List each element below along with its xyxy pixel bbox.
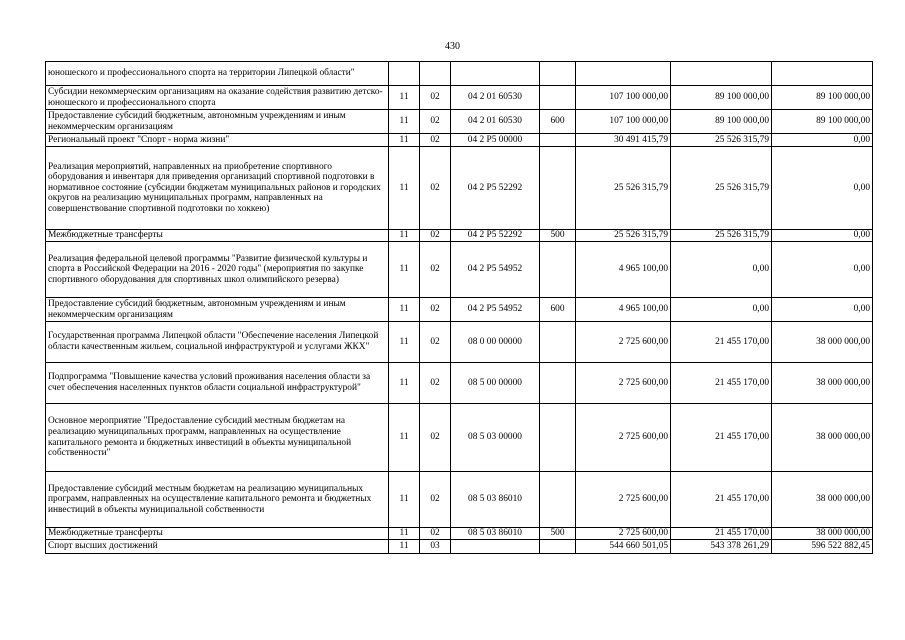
row-sum-year1-cell: 2 725 600,00	[576, 472, 671, 528]
row-expense-type-cell: 500	[540, 528, 576, 540]
table-row	[46, 134, 873, 147]
row-name-cell: Региональный проект "Спорт - норма жизни"	[46, 134, 389, 147]
row-subsection-cell: 02	[420, 86, 451, 110]
row-sum-year2-cell: 21 455 170,00	[671, 528, 772, 540]
table-row	[46, 86, 873, 110]
row-sum-year2-cell: 25 526 315,79	[671, 147, 772, 230]
row-section-cell: 11	[389, 404, 420, 472]
row-sum-year1-cell: 30 491 415,79	[576, 134, 671, 147]
row-section-cell: 11	[389, 110, 420, 134]
row-subsection-cell: 02	[420, 242, 451, 298]
row-name-cell: Предоставление субсидий бюджетным, автономным учреждениям и иным некоммерческим организациям	[46, 298, 389, 322]
table-row	[46, 528, 873, 540]
row-sum-year2-cell: 25 526 315,79	[671, 134, 772, 147]
row-name-cell: Государственная программа Липецкой области "Обеспечение населения Липецкой области качественным жильем, социальной инфраструктурой и услугами ЖКХ"	[46, 322, 389, 363]
row-expense-type-cell	[540, 147, 576, 230]
row-subsection-cell	[420, 62, 451, 86]
row-sum-year3-cell: 89 100 000,00	[772, 110, 873, 134]
row-subsection-cell: 02	[420, 147, 451, 230]
row-name-cell: юношеского и профессионального спорта на территории Липецкой области"	[46, 62, 389, 86]
row-target-article-cell: 04 2 P5 54952	[451, 298, 540, 322]
row-sum-year2-cell: 89 100 000,00	[671, 110, 772, 134]
row-sum-year1-cell: 4 965 100,00	[576, 242, 671, 298]
row-subsection-cell: 02	[420, 404, 451, 472]
row-sum-year3-cell: 38 000 000,00	[772, 322, 873, 363]
row-target-article-cell: 08 5 03 86010	[451, 528, 540, 540]
row-section-cell: 11	[389, 322, 420, 363]
row-sum-year3-cell: 38 000 000,00	[772, 528, 873, 540]
table-row	[46, 540, 873, 554]
row-expense-type-cell: 600	[540, 298, 576, 322]
row-name-cell: Спорт высших достижений	[46, 540, 389, 554]
table-row	[46, 62, 873, 86]
row-target-article-cell: 08 5 03 00000	[451, 404, 540, 472]
row-sum-year3-cell: 0,00	[772, 298, 873, 322]
row-section-cell: 11	[389, 540, 420, 554]
budget-table	[45, 61, 873, 554]
row-sum-year2-cell: 21 455 170,00	[671, 404, 772, 472]
table-body	[46, 62, 873, 554]
row-target-article-cell: 04 2 P5 52292	[451, 230, 540, 242]
row-name-cell: Предоставление субсидий бюджетным, автономным учреждениям и иным некоммерческим организациям	[46, 110, 389, 134]
row-name-cell: Подпрограмма "Повышение качества условий проживания населения области за счет обеспечения населенных пунктов области социальной инфраструктурой"	[46, 363, 389, 404]
row-section-cell: 11	[389, 86, 420, 110]
row-sum-year1-cell: 25 526 315,79	[576, 230, 671, 242]
row-expense-type-cell	[540, 540, 576, 554]
row-sum-year2-cell: 21 455 170,00	[671, 322, 772, 363]
row-sum-year3-cell: 0,00	[772, 147, 873, 230]
row-name-cell: Межбюджетные трансферты	[46, 528, 389, 540]
row-sum-year1-cell: 2 725 600,00	[576, 363, 671, 404]
row-sum-year1-cell: 107 100 000,00	[576, 86, 671, 110]
row-sum-year2-cell	[671, 62, 772, 86]
row-sum-year1-cell: 544 660 501,05	[576, 540, 671, 554]
row-section-cell: 11	[389, 147, 420, 230]
row-sum-year3-cell: 89 100 000,00	[772, 86, 873, 110]
row-sum-year1-cell	[576, 62, 671, 86]
row-sum-year1-cell: 4 965 100,00	[576, 298, 671, 322]
row-expense-type-cell	[540, 472, 576, 528]
row-expense-type-cell	[540, 363, 576, 404]
table-row	[46, 230, 873, 242]
row-sum-year2-cell: 89 100 000,00	[671, 86, 772, 110]
row-sum-year3-cell: 0,00	[772, 230, 873, 242]
row-target-article-cell: 04 2 P5 00000	[451, 134, 540, 147]
row-expense-type-cell	[540, 404, 576, 472]
row-expense-type-cell	[540, 322, 576, 363]
row-name-cell: Субсидии некоммерческим организациям на оказание содействия развитию детско-юношеского и профессионального спорта	[46, 86, 389, 110]
row-sum-year1-cell: 2 725 600,00	[576, 528, 671, 540]
row-name-cell: Межбюджетные трансферты	[46, 230, 389, 242]
row-sum-year2-cell: 543 378 261,29	[671, 540, 772, 554]
table-row	[46, 472, 873, 528]
row-section-cell: 11	[389, 134, 420, 147]
row-sum-year2-cell: 25 526 315,79	[671, 230, 772, 242]
row-expense-type-cell	[540, 134, 576, 147]
row-sum-year1-cell: 2 725 600,00	[576, 404, 671, 472]
row-expense-type-cell: 600	[540, 110, 576, 134]
row-sum-year3-cell: 0,00	[772, 242, 873, 298]
row-sum-year2-cell: 21 455 170,00	[671, 472, 772, 528]
table-row	[46, 147, 873, 230]
row-section-cell: 11	[389, 242, 420, 298]
table-row	[46, 322, 873, 363]
table-row	[46, 242, 873, 298]
row-expense-type-cell: 500	[540, 230, 576, 242]
row-name-cell: Реализация мероприятий, направленных на приобретение спортивного оборудования и инвентаря для приведения организаций спортивной подготовки в нормативное состояние (субсидии бюджетам муниципальных районов и городских округов на реализацию муниципальных программ, направленных на совершенствование спортивной подготовки по хоккею)	[46, 147, 389, 230]
row-section-cell: 11	[389, 230, 420, 242]
row-section-cell: 11	[389, 298, 420, 322]
table-row	[46, 363, 873, 404]
row-sum-year2-cell: 0,00	[671, 242, 772, 298]
row-target-article-cell: 08 5 03 86010	[451, 472, 540, 528]
row-target-article-cell: 04 2 01 60530	[451, 110, 540, 134]
row-subsection-cell: 02	[420, 322, 451, 363]
row-target-article-cell: 04 2 P5 52292	[451, 147, 540, 230]
row-subsection-cell: 02	[420, 363, 451, 404]
row-name-cell: Реализация федеральной целевой программы "Развитие физической культуры и спорта в Российской Федерации на 2016 - 2020 годы" (мероприятия по закупке спортивного оборудования для спортивных школ олимпийского резерва)	[46, 242, 389, 298]
row-sum-year3-cell: 38 000 000,00	[772, 472, 873, 528]
row-sum-year3-cell: 38 000 000,00	[772, 404, 873, 472]
row-subsection-cell: 02	[420, 298, 451, 322]
row-target-article-cell: 04 2 P5 54952	[451, 242, 540, 298]
row-expense-type-cell	[540, 86, 576, 110]
row-section-cell: 11	[389, 472, 420, 528]
row-sum-year3-cell: 38 000 000,00	[772, 363, 873, 404]
page-number: 430	[445, 41, 460, 52]
row-section-cell: 11	[389, 363, 420, 404]
row-section-cell	[389, 62, 420, 86]
table-row	[46, 110, 873, 134]
table-row	[46, 298, 873, 322]
row-subsection-cell: 02	[420, 230, 451, 242]
row-target-article-cell: 08 0 00 00000	[451, 322, 540, 363]
row-expense-type-cell	[540, 62, 576, 86]
row-subsection-cell: 03	[420, 540, 451, 554]
table-row	[46, 404, 873, 472]
row-sum-year1-cell: 2 725 600,00	[576, 322, 671, 363]
row-sum-year1-cell: 107 100 000,00	[576, 110, 671, 134]
row-subsection-cell: 02	[420, 134, 451, 147]
row-target-article-cell	[451, 540, 540, 554]
row-sum-year2-cell: 0,00	[671, 298, 772, 322]
row-sum-year1-cell: 25 526 315,79	[576, 147, 671, 230]
row-name-cell: Предоставление субсидий местным бюджетам на реализацию муниципальных программ, направленных на осуществление капитального ремонта и бюджетных инвестиций в объекты муниципальной собственности	[46, 472, 389, 528]
row-subsection-cell: 02	[420, 472, 451, 528]
row-sum-year3-cell: 0,00	[772, 134, 873, 147]
row-section-cell: 11	[389, 528, 420, 540]
row-target-article-cell: 04 2 01 60530	[451, 86, 540, 110]
row-target-article-cell: 08 5 00 00000	[451, 363, 540, 404]
row-sum-year2-cell: 21 455 170,00	[671, 363, 772, 404]
row-sum-year3-cell	[772, 62, 873, 86]
row-target-article-cell	[451, 62, 540, 86]
row-expense-type-cell	[540, 242, 576, 298]
row-subsection-cell: 02	[420, 110, 451, 134]
row-subsection-cell: 02	[420, 528, 451, 540]
row-sum-year3-cell: 596 522 882,45	[772, 540, 873, 554]
row-name-cell: Основное мероприятие "Предоставление субсидий местным бюджетам на реализацию муниципальных программ, направленных на осуществление капитального ремонта и бюджетных инвестиций в объекты муниципальной собственности"	[46, 404, 389, 472]
